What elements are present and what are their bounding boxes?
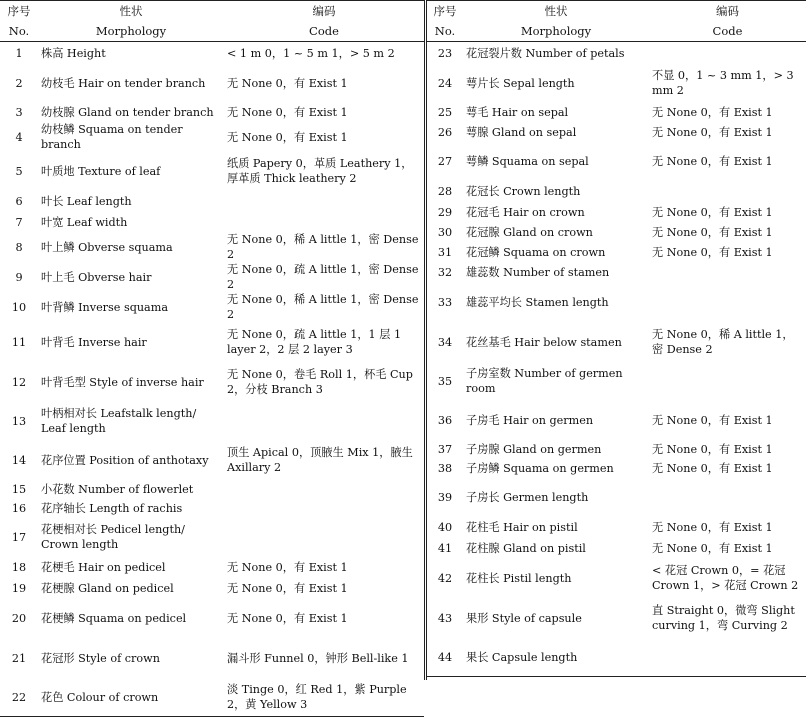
trait-morphology: 叶上毛 Obverse hair — [41, 270, 152, 284]
trait-morphology: 株高 Height — [41, 46, 106, 60]
trait-morphology: 花梗鳞 Squama on pedicel — [41, 611, 187, 625]
table-row — [427, 478, 806, 516]
trait-morphology: 花序轴长 Length of rachis — [41, 501, 183, 515]
trait-code — [649, 362, 806, 400]
trait-morphology: 花柱长 Pistil length — [466, 571, 572, 585]
table-row — [0, 440, 424, 480]
trait-morphology: 子房鳞 Squama on germen — [466, 461, 614, 475]
trait-code: 无 None 0，有 Exist 1 — [652, 154, 773, 168]
table-row — [427, 102, 806, 122]
trait-morphology: 叶宽 Leaf width — [41, 215, 128, 229]
trait-code: 无 None 0，疏 A little 1，1 层 1 layer 2，2 层 2 layer 3 — [227, 328, 402, 356]
trait-number: 2 — [15, 76, 23, 90]
header-code-en: Code — [649, 21, 806, 42]
trait-morphology: 子房室数 Number of germen room — [466, 367, 623, 395]
trait-morphology: 花冠裂片数 Number of petals — [466, 46, 625, 60]
right-body — [427, 42, 806, 677]
trait-code: 顶生 Apical 0，顶腋生 Mix 1，腋生 Axillary 2 — [227, 446, 413, 474]
header-no-cn: 序号 — [427, 1, 463, 22]
trait-code — [649, 638, 806, 677]
table-row — [427, 222, 806, 242]
trait-code: 无 None 0，有 Exist 1 — [652, 205, 773, 219]
trait-code: 无 None 0，稀 A little 1，密 Dense 2 — [227, 293, 419, 321]
trait-morphology: 子房毛 Hair on germen — [466, 413, 594, 427]
trait-number: 15 — [11, 482, 27, 496]
trait-number: 42 — [437, 571, 453, 585]
table-row — [427, 516, 806, 538]
trait-morphology: 萼腺 Gland on sepal — [466, 125, 577, 139]
trait-code — [224, 402, 424, 440]
header-morphology-en: Morphology — [38, 21, 224, 42]
header-row-cn — [0, 1, 424, 22]
table-row — [427, 400, 806, 440]
table-row — [0, 498, 424, 518]
table-row — [0, 480, 424, 498]
trait-code: 漏斗形 Funnel 0，钟形 Bell-like 1 — [227, 651, 409, 665]
trait-morphology: 幼枝毛 Hair on tender branch — [41, 76, 206, 90]
trait-morphology: 萼片长 Sepal length — [466, 76, 575, 90]
table-row — [427, 458, 806, 478]
trait-number: 18 — [11, 560, 27, 574]
trait-code: 无 None 0，有 Exist 1 — [652, 413, 773, 427]
trait-number: 41 — [437, 541, 453, 555]
trait-code: 无 None 0，有 Exist 1 — [652, 541, 773, 555]
trait-morphology: 子房腺 Gland on germen — [466, 442, 602, 456]
trait-morphology: 花梗腺 Gland on pedicel — [41, 581, 174, 595]
trait-number: 26 — [437, 125, 453, 139]
table-row — [427, 142, 806, 180]
trait-table-right — [427, 0, 806, 677]
header-no-en: No. — [427, 21, 463, 42]
table-row — [0, 190, 424, 212]
trait-code: < 花冠 Crown 0，= 花冠 Crown 1，> 花冠 Crown 2 — [652, 564, 799, 592]
trait-code: 无 None 0，有 Exist 1 — [652, 245, 773, 259]
trait-number: 13 — [11, 414, 27, 428]
trait-number: 17 — [11, 530, 27, 544]
trait-code: 无 None 0，卷毛 Roll 1，杯毛 Cup 2，分枝 Branch 3 — [227, 368, 413, 396]
table-row — [0, 212, 424, 232]
table-row — [427, 362, 806, 400]
table-row — [0, 64, 424, 102]
trait-code — [224, 190, 424, 212]
trait-number: 34 — [437, 335, 453, 349]
trait-number: 19 — [11, 581, 27, 595]
trait-code — [649, 180, 806, 202]
table-row — [427, 282, 806, 322]
trait-morphology: 子房长 Germen length — [466, 490, 589, 504]
trait-code — [224, 498, 424, 518]
table-row — [427, 262, 806, 282]
trait-number: 39 — [437, 490, 453, 504]
trait-number: 23 — [437, 46, 453, 60]
trait-number: 43 — [437, 611, 453, 625]
trait-code: 无 None 0，有 Exist 1 — [652, 442, 773, 456]
header-no-en: No. — [0, 21, 38, 42]
trait-morphology: 花冠腺 Gland on crown — [466, 225, 593, 239]
trait-number: 25 — [437, 105, 453, 119]
trait-number: 5 — [15, 164, 23, 178]
table-row — [427, 638, 806, 677]
trait-number: 9 — [15, 270, 23, 284]
trait-morphology: 叶背鳞 Inverse squama — [41, 300, 169, 314]
trait-morphology: 叶上鳞 Obverse squama — [41, 240, 173, 254]
trait-code — [649, 262, 806, 282]
header-no-cn: 序号 — [0, 1, 38, 22]
trait-morphology: 果长 Capsule length — [463, 638, 649, 677]
trait-morphology: 花冠长 Crown length — [466, 184, 581, 198]
table-row — [0, 152, 424, 190]
left-body — [0, 42, 424, 717]
table-row — [0, 122, 424, 152]
trait-code: 无 None 0，有 Exist 1 — [227, 581, 348, 595]
table-row — [0, 678, 424, 717]
table-row — [0, 556, 424, 578]
trait-number: 32 — [437, 265, 453, 279]
trait-code — [649, 478, 806, 516]
trait-morphology: 花冠毛 Hair on crown — [466, 205, 585, 219]
trait-number: 1 — [15, 46, 23, 60]
trait-number: 31 — [437, 245, 453, 259]
header-morphology-cn: 性状 — [38, 1, 224, 22]
trait-morphology: 花梗毛 Hair on pedicel — [41, 560, 166, 574]
trait-code: 无 None 0，有 Exist 1 — [227, 105, 348, 119]
trait-morphology: 叶柄相对长 Leafstalk length/ Leaf length — [41, 407, 197, 435]
trait-number: 21 — [11, 651, 27, 665]
table-row — [427, 322, 806, 362]
header-row-cn — [427, 1, 806, 22]
table-row — [427, 42, 806, 65]
trait-number: 44 — [427, 638, 463, 677]
trait-morphology: 萼毛 Hair on sepal — [466, 105, 569, 119]
trait-number: 22 — [0, 678, 38, 717]
table-row — [0, 578, 424, 598]
header-code-cn: 编码 — [224, 1, 424, 22]
trait-number: 4 — [15, 130, 23, 144]
trait-morphology: 花梗相对长 Pedicel length/ Crown length — [41, 523, 185, 551]
trait-code — [649, 282, 806, 322]
trait-number: 37 — [437, 442, 453, 456]
trait-code: 无 None 0，有 Exist 1 — [652, 461, 773, 475]
table-row — [0, 362, 424, 402]
trait-number: 6 — [15, 194, 23, 208]
table-row — [0, 262, 424, 292]
trait-number: 8 — [15, 240, 23, 254]
trait-morphology: 雄蕊平均长 Stamen length — [466, 295, 609, 309]
trait-number: 38 — [437, 461, 453, 475]
trait-number: 27 — [437, 154, 453, 168]
trait-number: 11 — [11, 335, 27, 349]
table-row — [427, 180, 806, 202]
trait-code: 淡 Tinge 0，红 Red 1，紫 Purple 2，黄 Yellow 3 — [224, 678, 424, 717]
trait-number: 3 — [15, 105, 23, 119]
trait-morphology: 果形 Style of capsule — [466, 611, 582, 625]
header-morphology-en: Morphology — [463, 21, 649, 42]
trait-number: 36 — [437, 413, 453, 427]
table-row — [0, 402, 424, 440]
trait-code: 无 None 0，有 Exist 1 — [652, 105, 773, 119]
table-row — [427, 558, 806, 598]
table-row — [427, 538, 806, 558]
trait-morphology: 花冠鳞 Squama on crown — [466, 245, 606, 259]
table-row — [0, 232, 424, 262]
trait-code — [224, 212, 424, 232]
trait-number: 24 — [437, 76, 453, 90]
trait-morphology: 花色 Colour of crown — [38, 678, 224, 717]
trait-morphology: 萼鳞 Squama on sepal — [466, 154, 589, 168]
trait-code: 无 None 0，稀 A little 1，密 Dense 2 — [227, 233, 419, 261]
trait-number: 7 — [15, 215, 23, 229]
trait-number: 10 — [11, 300, 27, 314]
table-row — [427, 598, 806, 638]
trait-code: 无 None 0，有 Exist 1 — [652, 225, 773, 239]
trait-number: 12 — [11, 375, 27, 389]
trait-code: 无 None 0，有 Exist 1 — [227, 611, 348, 625]
header-row-en — [0, 21, 424, 42]
table-row — [427, 440, 806, 458]
trait-code: 无 None 0，有 Exist 1 — [652, 520, 773, 534]
trait-number: 20 — [11, 611, 27, 625]
table-row — [427, 122, 806, 142]
trait-morphology: 花柱腺 Gland on pistil — [466, 541, 586, 555]
trait-morphology: 花柱毛 Hair on pistil — [466, 520, 578, 534]
trait-code: 无 None 0，有 Exist 1 — [652, 125, 773, 139]
trait-number: 14 — [11, 453, 27, 467]
trait-code — [649, 42, 806, 65]
header-code-cn: 编码 — [649, 1, 806, 22]
trait-code: 纸质 Papery 0，革质 Leathery 1，厚革质 Thick leathery 2 — [227, 157, 413, 185]
table-row — [427, 202, 806, 222]
trait-number: 29 — [437, 205, 453, 219]
trait-morphology: 花丝基毛 Hair below stamen — [466, 335, 622, 349]
trait-code: 直 Straight 0，微弯 Slight curving 1，弯 Curving 2 — [652, 604, 795, 632]
trait-morphology: 幼枝鳞 Squama on tender branch — [41, 123, 183, 151]
table-row — [0, 518, 424, 556]
trait-number: 30 — [437, 225, 453, 239]
table-row — [0, 638, 424, 678]
trait-code: 无 None 0，有 Exist 1 — [227, 76, 348, 90]
trait-code: 无 None 0，有 Exist 1 — [227, 130, 348, 144]
trait-morphology: 花冠形 Style of crown — [41, 651, 160, 665]
trait-number: 40 — [437, 520, 453, 534]
table-row — [427, 242, 806, 262]
header-code-en: Code — [224, 21, 424, 42]
table-row — [0, 292, 424, 322]
trait-code — [224, 518, 424, 556]
table-row — [0, 598, 424, 638]
trait-code: 不显 0，1 ~ 3 mm 1，> 3 mm 2 — [652, 69, 794, 97]
trait-number: 28 — [437, 184, 453, 198]
header-row-en — [427, 21, 806, 42]
trait-code — [224, 480, 424, 498]
trait-code: 无 None 0，疏 A little 1，密 Dense 2 — [227, 263, 419, 291]
trait-code: < 1 m 0，1 ~ 5 m 1，> 5 m 2 — [227, 46, 395, 60]
trait-morphology: 雄蕊数 Number of stamen — [466, 265, 610, 279]
trait-code: 无 None 0，稀 A little 1，密 Dense 2 — [652, 328, 794, 356]
trait-morphology: 叶质地 Texture of leaf — [41, 164, 161, 178]
trait-morphology: 叶背毛 Inverse hair — [41, 335, 147, 349]
trait-morphology: 花序位置 Position of anthotaxy — [41, 453, 209, 467]
trait-morphology: 幼枝腺 Gland on tender branch — [41, 105, 214, 119]
table-row — [0, 102, 424, 122]
trait-number: 33 — [437, 295, 453, 309]
trait-number: 16 — [11, 501, 27, 515]
trait-code: 无 None 0，有 Exist 1 — [227, 560, 348, 574]
trait-morphology: 小花数 Number of flowerlet — [41, 482, 194, 496]
trait-morphology: 叶长 Leaf length — [41, 194, 132, 208]
table-row — [427, 64, 806, 102]
table-row — [0, 42, 424, 65]
trait-number: 35 — [437, 374, 453, 388]
trait-morphology: 叶背毛型 Style of inverse hair — [41, 375, 204, 389]
table-row — [0, 322, 424, 362]
header-morphology-cn: 性状 — [463, 1, 649, 22]
